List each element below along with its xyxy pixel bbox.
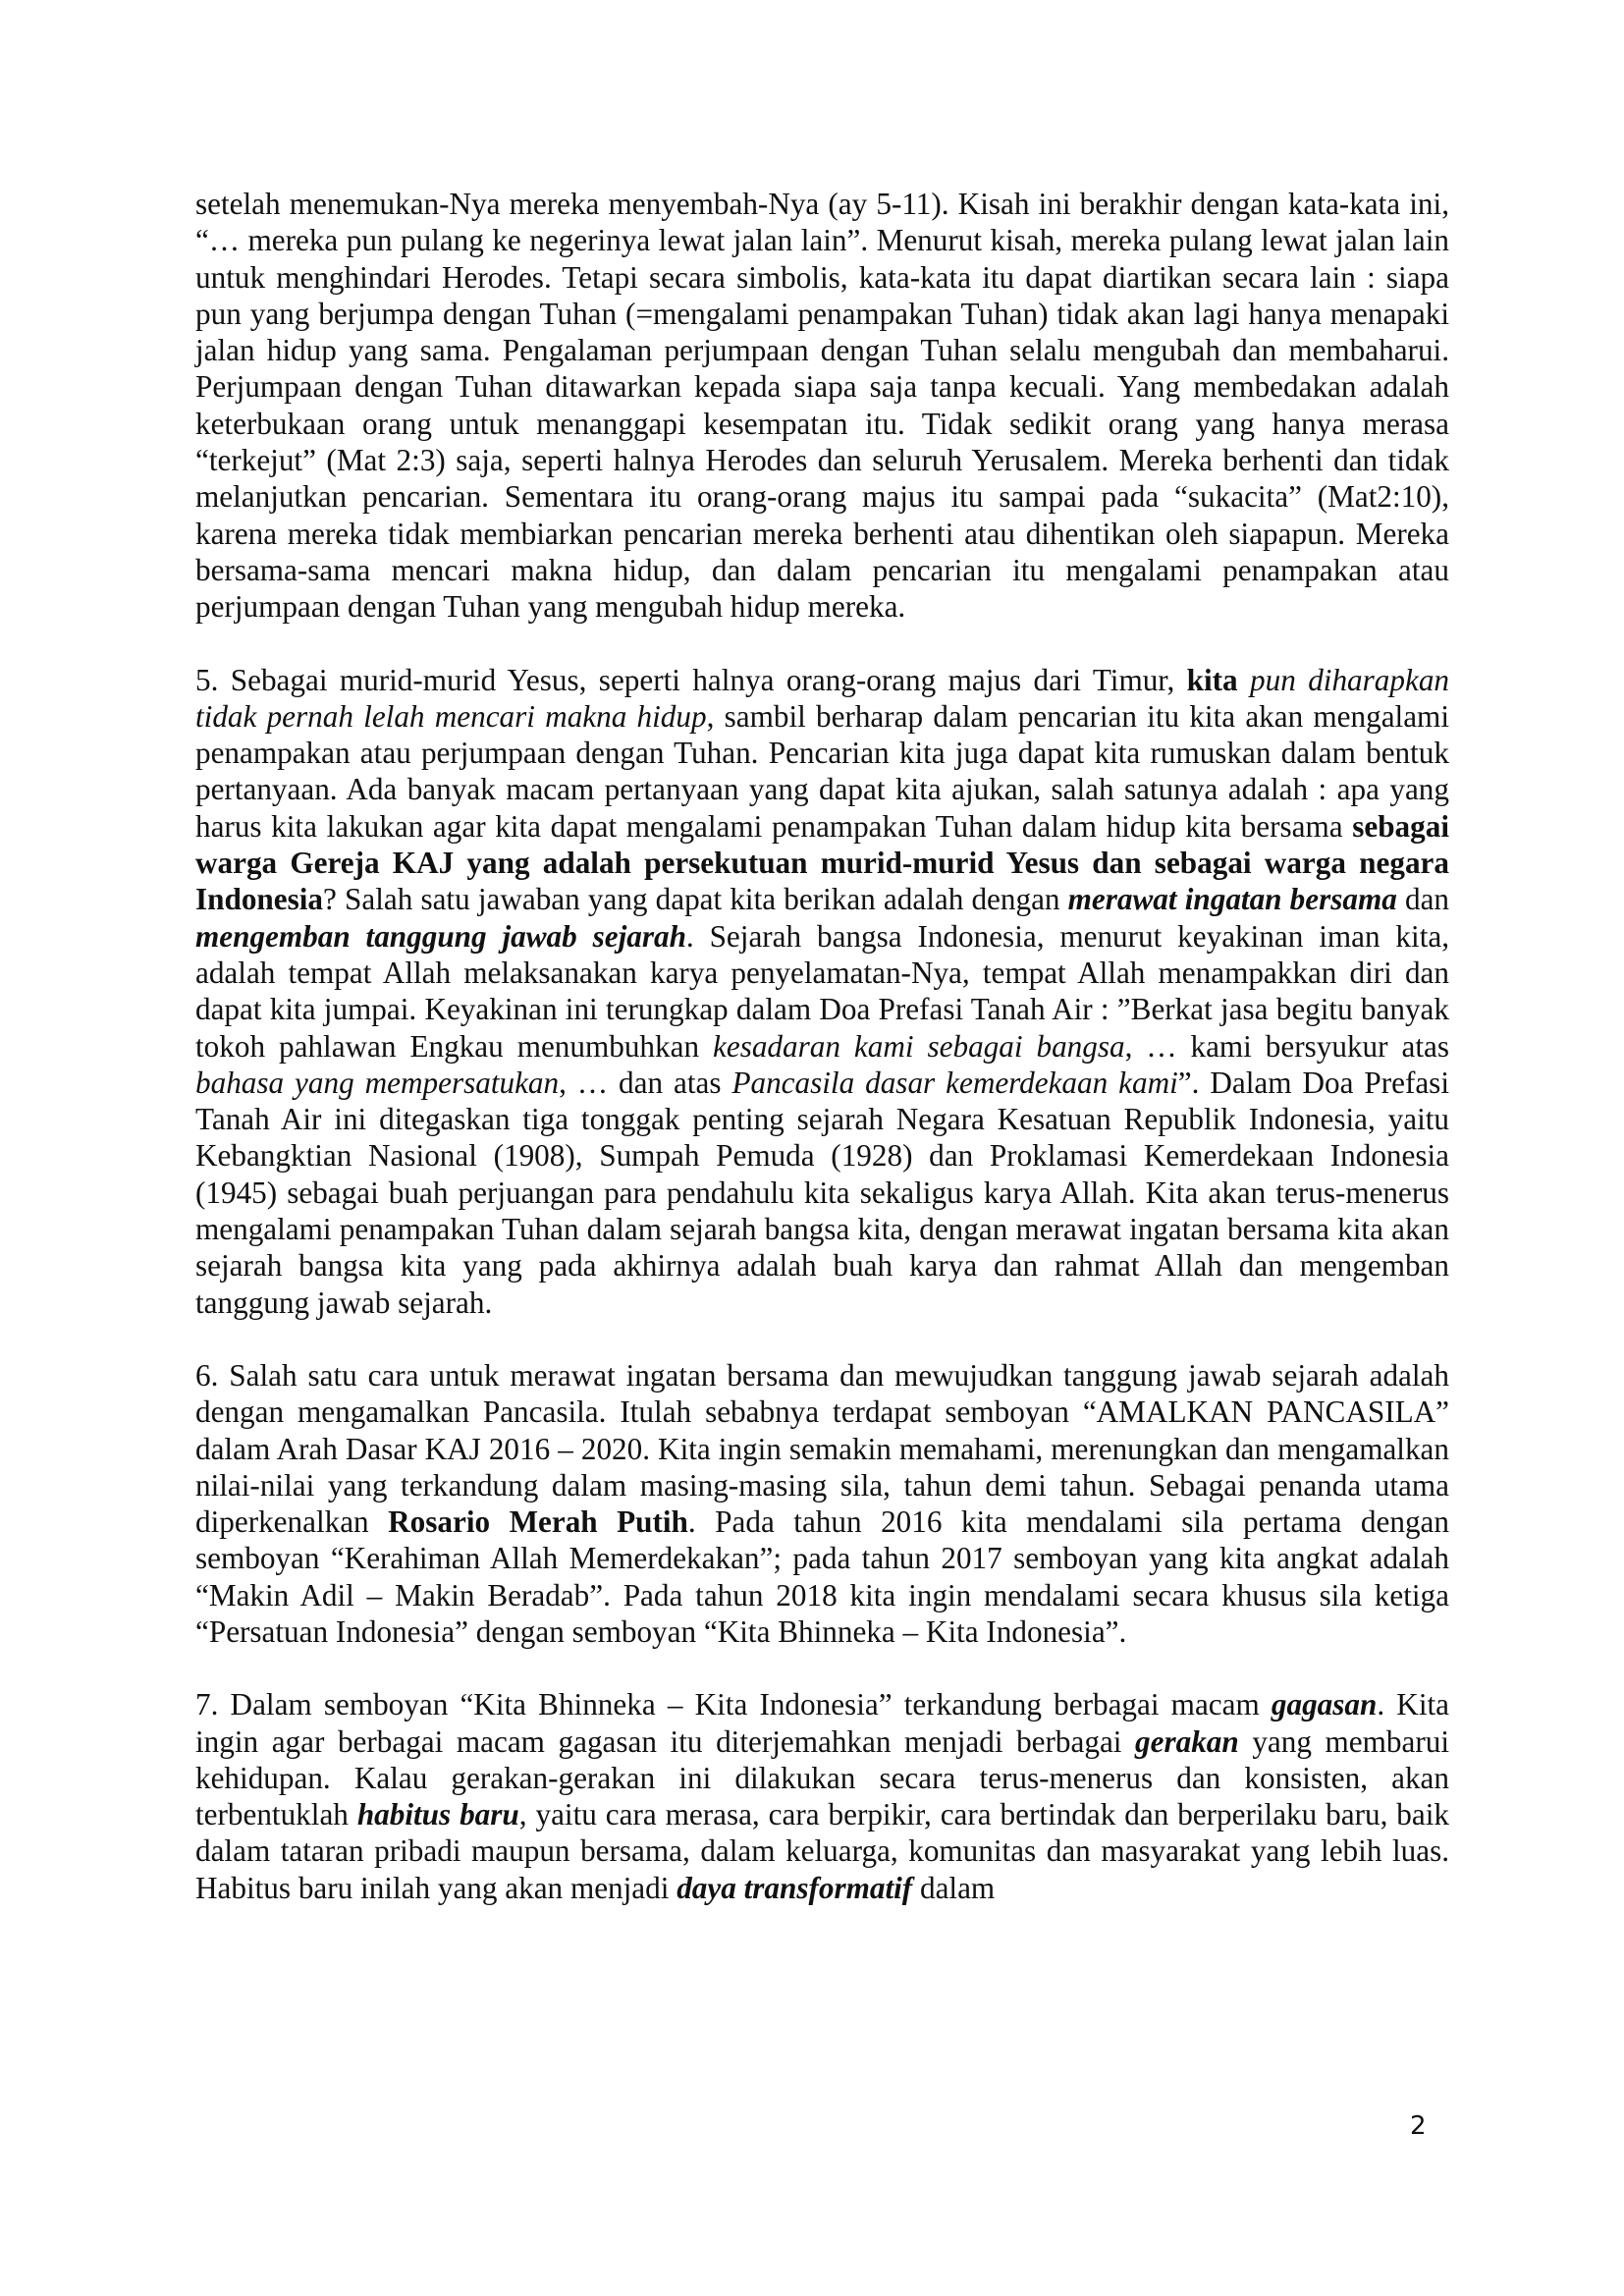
bold-italic-text: daya transformatif — [677, 1870, 913, 1905]
text-run: . Pada tahun 2016 kita mendalami sila pertama dengan semboyan “Kerahiman Allah Memerdekakan”; pada tahun 2017 semboyan yang kita angkat adalah “Makin Adil – Makin Beradab”. Pada tahun 2018 kita ingin mendalami secara khusus sila ketiga “Persatuan Indonesia” dengan semboyan “Kita Bhinneka – Kita Indonesia”. — [195, 1504, 1449, 1649]
bold-text: kita — [1186, 662, 1238, 697]
bold-italic-text: gagasan — [1271, 1687, 1378, 1722]
text-run: setelah menemukan-Nya mereka menyembah-Nya (ay 5-11). Kisah ini berakhir dengan kata-kata ini, “… mereka pun pulang ke negerinya lewat jalan lain”. Menurut kisah, mereka pulang lewat jalan lain untuk menghindari Herodes. Tetapi secara simbolis, kata-kata itu dapat diartikan secara lain : siapa pun yang berjumpa dengan Tuhan (=mengalami penampakan Tuhan) tidak akan lagi hanya menapaki jalan hidup yang sama. Pengalaman perjumpaan dengan Tuhan selalu mengubah dan membaharui. Perjumpaan dengan Tuhan ditawarkan kepada siapa saja tanpa kecuali. Yang membedakan adalah keterbukaan orang untuk menanggapi kesempatan itu. Tidak sedikit orang yang hanya merasa “terkejut” (Mat 2:3) saja, seperti halnya Herodes dan seluruh Yerusalem. Mereka berhenti dan tidak melanjutkan pencarian. Sementara itu orang-orang majus itu sampai pada “sukacita” (Mat2:10), karena mereka tidak membiarkan pencarian mereka berhenti atau dihentikan oleh siapapun. Mereka bersama-sama mencari makna hidup, dan dalam pencarian itu mengalami penampakan atau perjumpaan dengan Tuhan yang mengubah hidup mereka. — [195, 187, 1449, 625]
text-run: 7. Dalam semboyan “Kita Bhinneka – Kita Indonesia” terkandung berbagai macam — [195, 1687, 1272, 1722]
page-number: 2 — [1410, 2111, 1427, 2141]
paragraph-7 — [195, 1686, 1449, 1906]
text-run — [1238, 663, 1250, 697]
bold-italic-text: gerakan — [1135, 1723, 1239, 1759]
text-run: , yaitu cara merasa, cara berpikir, cara bertindak dan berperilaku baru, baik dalam tataran pribadi maupun bersama, dalam keluarga, komunitas dan masyarakat yang lebih luas. Habitus baru inilah yang akan menjadi — [195, 1797, 1449, 1905]
text-run: ? Salah satu jawaban yang dapat kita berikan adalah dengan — [323, 882, 1068, 917]
paragraph-continuation — [195, 186, 1449, 626]
bold-italic-text: habitus baru — [356, 1797, 519, 1832]
text-run: . Kita ingin agar berbagai macam gagasan itu diterjemahkan menjadi berbagai — [195, 1687, 1449, 1759]
bold-italic-text: mengemban tanggung jawab sejarah — [195, 918, 686, 954]
paragraph-5 — [195, 662, 1449, 1321]
text-run: ”. Dalam Doa Prefasi Tanah Air ini ditegaskan tiga tonggak penting sejarah Negara Kesatuan Republik Indonesia, yaitu Kebangktian Nasional (1908), Sumpah Pemuda (1928) dan Proklamasi Kemerdekaan Indonesia (1945) sebagai buah perjuangan para pendahulu kita sekaligus karya Allah. Kita akan terus-menerus mengalami penampakan Tuhan dalam sejarah bangsa kita, dengan merawat ingatan bersama kita akan sejarah bangsa kita yang pada akhirnya adalah buah karya dan rahmat Allah dan mengemban tanggung jawab sejarah. — [195, 1065, 1449, 1320]
bold-text: Rosario Merah Putih — [388, 1504, 688, 1540]
text-run: dan — [1396, 882, 1450, 917]
text-run: , sambil berharap dalam pencarian itu kita akan mengalami penampakan atau perjumpaan dengan Tuhan. Pencarian kita juga dapat kita rumuskan dalam bentuk pertanyaan. Ada banyak macam pertanyaan yang dapat kita ajukan, salah satunya adalah : apa yang harus kita lakukan agar kita dapat mengalami penampakan Tuhan dalam hidup kita bersama — [195, 698, 1449, 844]
text-run: dalam — [912, 1870, 996, 1905]
text-run: 6. Salah satu cara untuk merawat ingatan bersama dan mewujudkan tanggung jawab sejarah adalah dengan mengamalkan Pancasila. Itulah sebabnya terdapat semboyan “AMALKAN PANCASILA” dalam Arah Dasar KAJ 2016 – 2020. Kita ingin semakin memahami, merenungkan dan mengamalkan nilai-nilai yang terkandung dalam masing-masing sila, tahun demi tahun. Sebagai penanda utama diperkenalkan — [195, 1357, 1449, 1540]
text-run: . Sejarah bangsa Indonesia, menurut keyakinan iman kita, adalah tempat Allah melaksanakan karya penyelamatan-Nya, tempat Allah menampakkan diri dan dapat kita jumpai. Keyakinan ini terungkap dalam Doa Prefasi Tanah Air : ”Berkat jasa begitu banyak tokoh pahlawan Engkau menumbuhkan — [195, 918, 1449, 1064]
text-run: yang membarui kehidupan. Kalau gerakan-gerakan ini dilakukan secara terus-menerus dan konsisten, akan terbentuklah — [195, 1723, 1449, 1832]
text-run: , … dan atas — [559, 1065, 732, 1100]
italic-text: pun diharapkan tidak pernah lelah mencari makna hidup — [195, 662, 1450, 734]
paragraph-6 — [195, 1357, 1449, 1650]
bold-text: sebagai warga Gereja KAJ yang adalah persekutuan murid-murid Yesus dan sebagai warga negara Indonesia — [195, 808, 1449, 917]
italic-text: Pancasila dasar kemerdekaan kami — [731, 1065, 1178, 1100]
document-body — [195, 186, 1449, 1942]
text-run: 5. Sebagai murid-murid Yesus, seperti halnya orang-orang majus dari Timur, — [195, 662, 1187, 697]
bold-italic-text: merawat ingatan bersama — [1067, 882, 1397, 917]
italic-text: kesadaran kami sebagai bangsa — [713, 1028, 1125, 1064]
italic-text: bahasa yang mempersatukan — [195, 1065, 560, 1100]
text-run: , … kami bersyukur atas — [1124, 1028, 1449, 1064]
